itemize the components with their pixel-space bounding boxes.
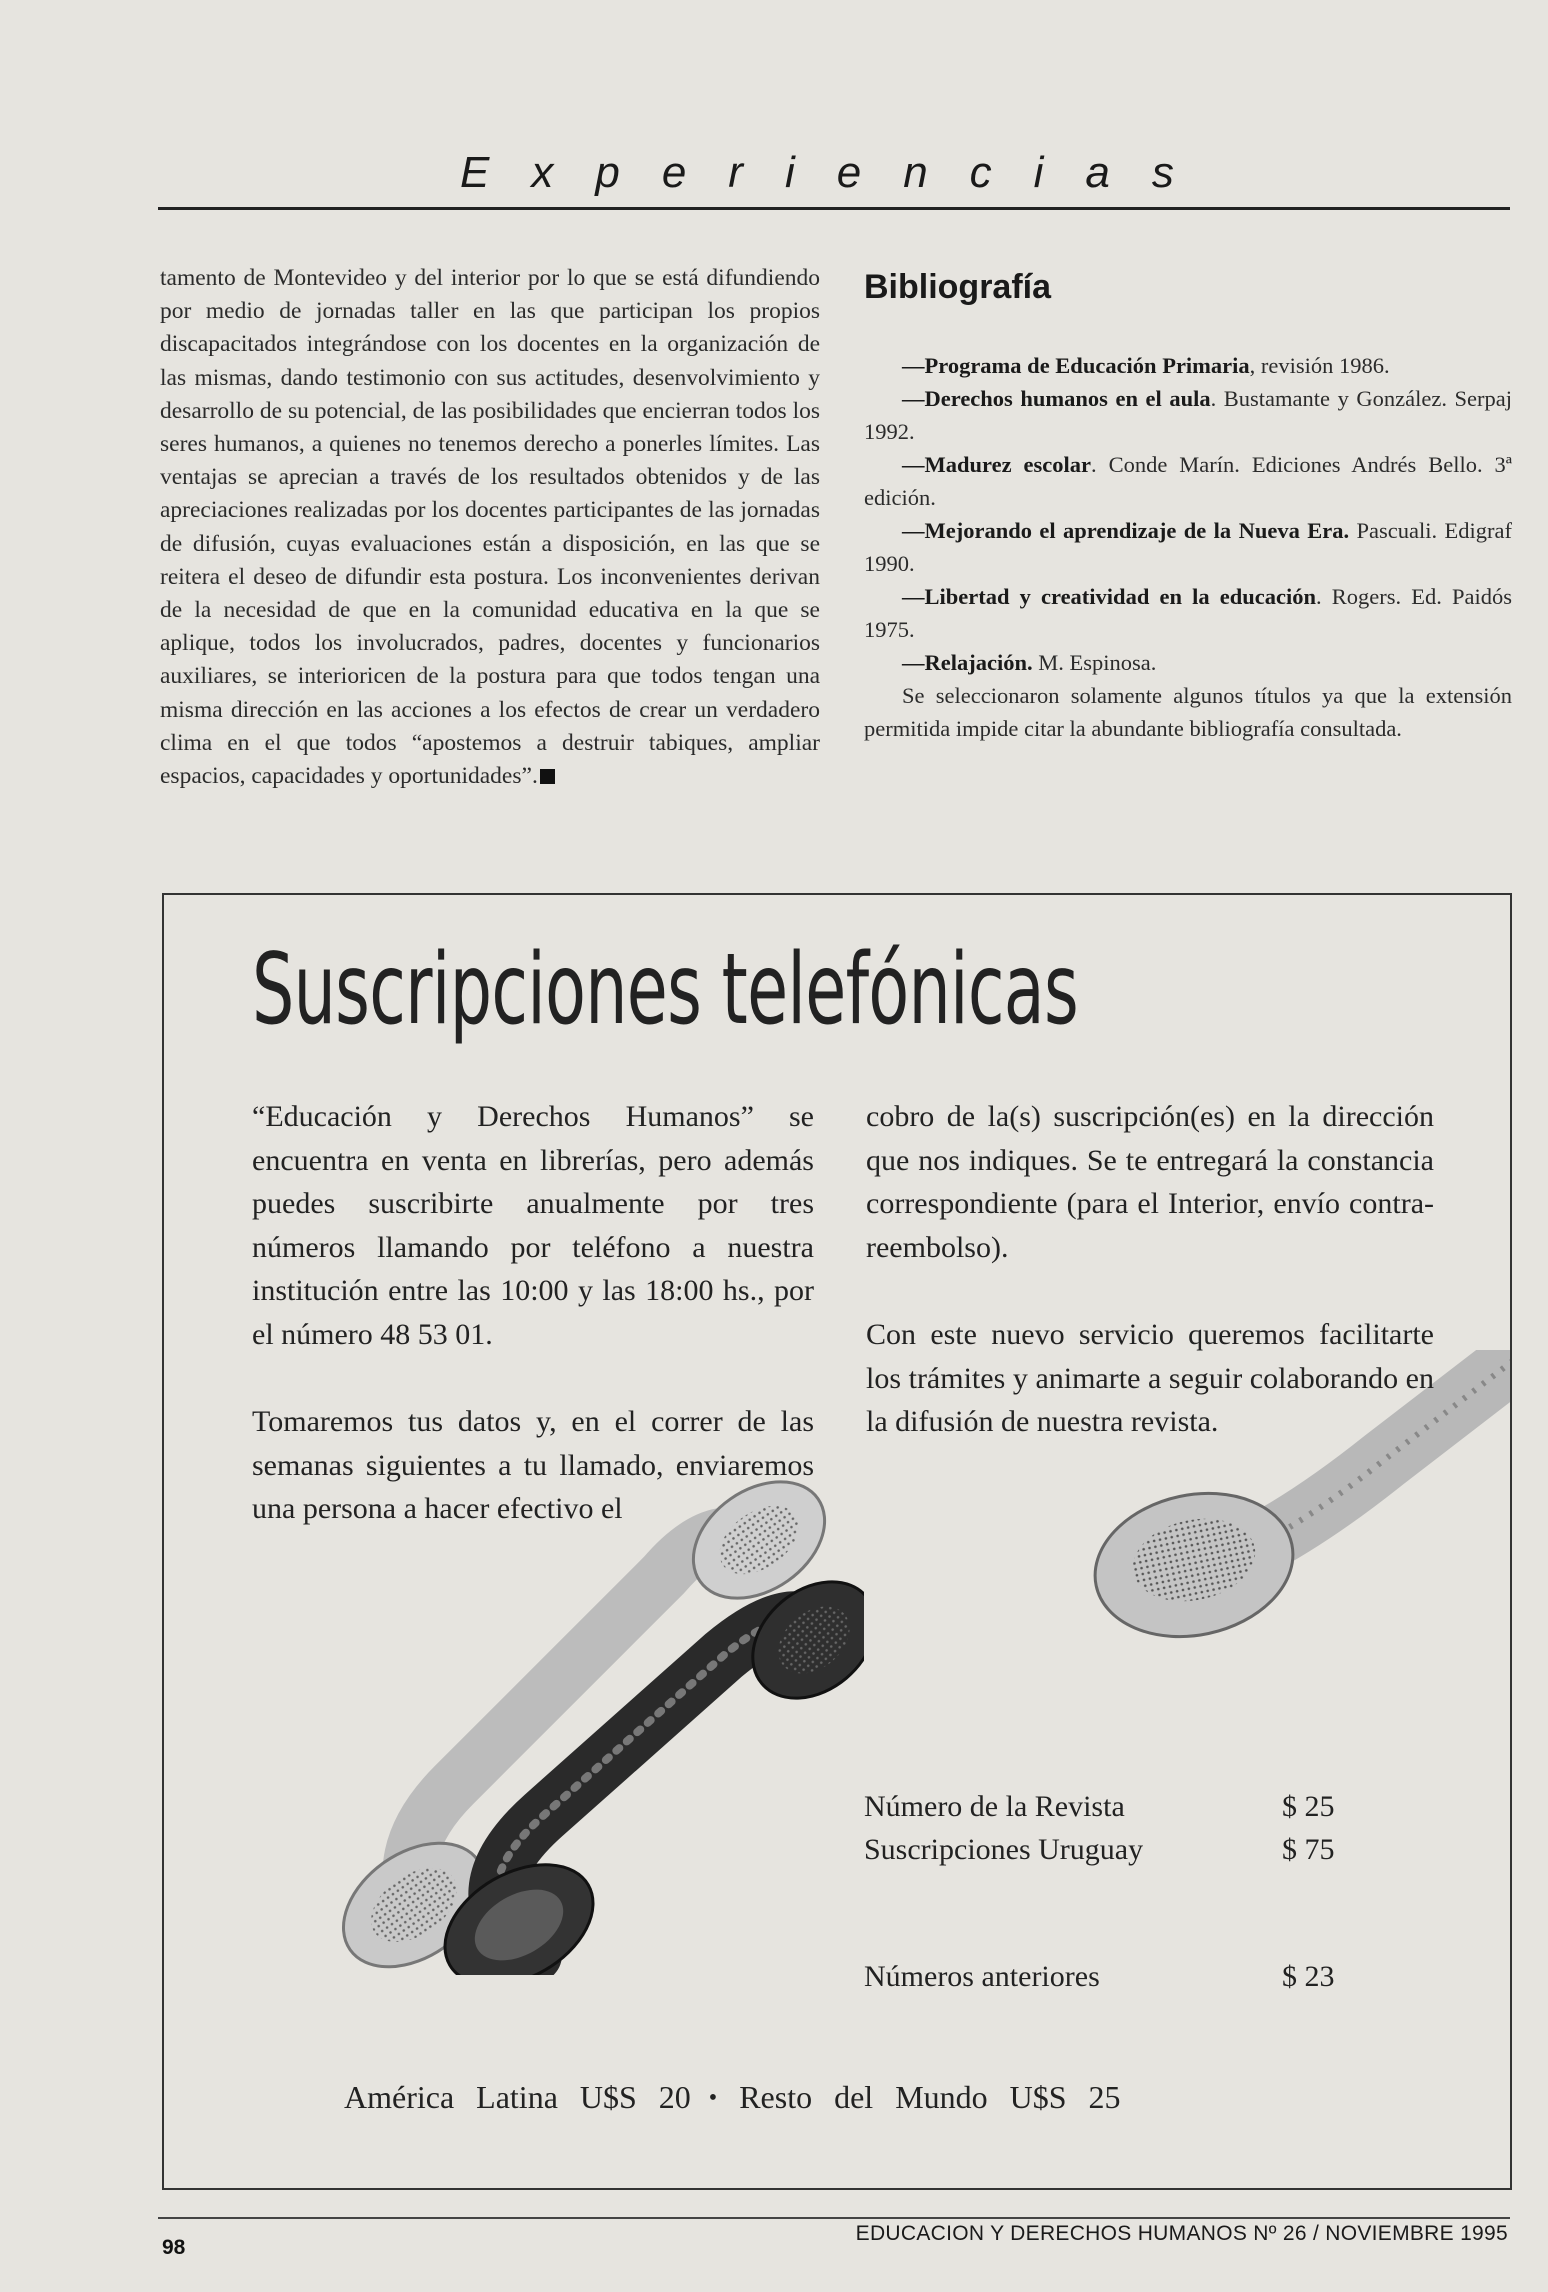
bullet-separator: • bbox=[708, 2085, 718, 2111]
bibliography-list bbox=[864, 349, 1512, 679]
price-row bbox=[864, 1828, 1382, 1871]
page-number: 98 bbox=[162, 2236, 186, 2259]
bibliography-entry bbox=[864, 646, 1512, 679]
ad-paragraph: Tomaremos tus datos y, en el correr de las semanas siguientes a tu llamado, enviaremos una persona a hacer efectivo el bbox=[252, 1405, 814, 1525]
bibliography-entry-title: —Derechos humanos en el aula bbox=[902, 386, 1211, 411]
ad-title: Suscripciones telefónicas bbox=[252, 933, 1078, 1047]
bibliography-entry-title: —Programa de Educación Primaria bbox=[902, 353, 1250, 378]
ad-paragraph: cobro de la(s) suscripción(es) en la dirección que nos indiques. Se te entregará la constancia correspondiente (para el Interior, envío contra-reembolso). bbox=[866, 1100, 1434, 1264]
price-value: $ 23 bbox=[1282, 1960, 1335, 1993]
bibliography-entry-title: —Libertad y creatividad en la educación bbox=[902, 584, 1316, 609]
ad-column-left bbox=[252, 1095, 814, 1575]
price-label: Suscripciones Uruguay bbox=[864, 1833, 1144, 1866]
bibliography-entry-details: . Bustamante y González. Serpaj 1992. bbox=[864, 386, 1512, 444]
bibliography-entry bbox=[864, 514, 1512, 580]
international-prices bbox=[344, 2077, 1344, 2118]
price-value: $ 75 bbox=[1282, 1833, 1335, 1866]
bibliography-section bbox=[864, 268, 1512, 745]
price-table bbox=[864, 1785, 1382, 1998]
bibliography-entry-title: —Madurez escolar bbox=[902, 452, 1091, 477]
bibliography-entry-details: . Conde Marín. Ediciones Andrés Bello. 3ª edición. bbox=[864, 452, 1512, 510]
bibliography-entry-title: —Relajación. bbox=[902, 650, 1033, 675]
bibliography-entry-details: Pascuali. Edigraf 1990. bbox=[864, 518, 1512, 576]
ad-paragraph: “Educación y Derechos Humanos” se encuentra en venta en librerías, pero además puedes suscribirte anualmente por tres números llamando por teléfono a nuestra institución entre las 10:00 y las 18:00 hs., por el número 48 53 01. bbox=[252, 1100, 814, 1351]
section-title: Experiencias bbox=[460, 148, 1216, 197]
bibliography-entry-title: —Mejorando el aprendizaje de la Nueva Era. bbox=[902, 518, 1350, 543]
header-divider bbox=[158, 207, 1510, 210]
bibliography-entry bbox=[864, 580, 1512, 646]
price-label: Números anteriores bbox=[864, 1960, 1100, 1993]
end-of-article-mark bbox=[540, 769, 555, 784]
bibliography-title: Bibliografía bbox=[864, 268, 1052, 306]
article-body-text: tamento de Montevideo y del interior por lo que se está difundiendo por medio de jornadas taller en las que participan los propios discapacitados integrándose con los docentes en la organización de las mismas, dando testimonio con sus actitudes, desenvolvimiento y desarrollo de su potencial, de las posibilidades que encierran todos los seres humanos, a quienes no tenemos derecho a ponerles límites. Las ventajas se aprecian a través de los resultados obtenidos y de las apreciaciones realizadas por los docentes participantes de las jornadas de difusión, cuyas evaluaciones están a disposición, en las que se reitera el deseo de difundir esta postura. Los inconvenientes derivan de la necesidad de que en la comunidad educativa en la que se aplique, todos los involucrados, padres, docentes y funcionarios auxiliares, se interioricen de la postura para que todos tengan una misma dirección en las acciones a los efectos de crear un verdadero clima en el que todos “apostemos a destruir tabiques, ampliar espacios, capacidades y oportunidades”. bbox=[160, 265, 820, 790]
footer-divider bbox=[158, 2217, 1510, 2219]
ad-paragraph: Con este nuevo servicio queremos facilitarte los trámites y animarte a seguir colaborando en la difusión de nuestra revista. bbox=[866, 1318, 1434, 1438]
price-label: Número de la Revista bbox=[864, 1790, 1125, 1823]
publication-footer: EDUCACION Y DERECHOS HUMANOS Nº 26 / NOVIEMBRE 1995 bbox=[855, 2222, 1508, 2245]
ad-column-right bbox=[866, 1095, 1434, 1488]
bibliography-entry bbox=[864, 349, 1512, 382]
price-value: $ 25 bbox=[1282, 1790, 1335, 1823]
subscription-ad bbox=[162, 893, 1512, 2190]
price-row bbox=[864, 1785, 1382, 1828]
article-body bbox=[160, 262, 820, 793]
bibliography-entry-details: M. Espinosa. bbox=[1032, 650, 1157, 675]
rest-of-world-price: Resto del Mundo U$S 25 bbox=[739, 2079, 1121, 2115]
bibliography-entry-details: , revisión 1986. bbox=[1249, 353, 1390, 378]
latin-america-price: América Latina U$S 20 bbox=[344, 2079, 691, 2115]
bibliography-entry bbox=[864, 448, 1512, 514]
bibliography-note: Se seleccionaron solamente algunos títulos ya que la extensión permitida impide citar la abundante bibliografía consultada. bbox=[864, 683, 1512, 741]
bibliography-entry-details: . Rogers. Ed. Paidós 1975. bbox=[864, 584, 1512, 642]
price-row bbox=[864, 1955, 1382, 1998]
bibliography-entry bbox=[864, 382, 1512, 448]
